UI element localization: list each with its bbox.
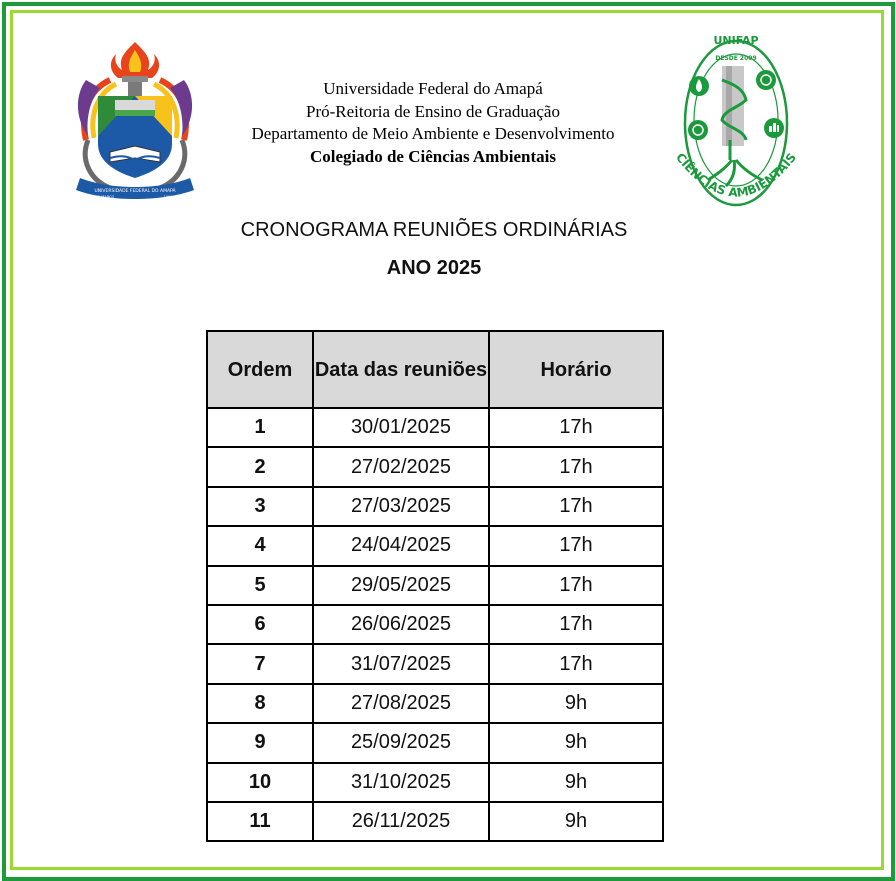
logo-bottom-text: CIÊNCIAS AMBIENTAIS bbox=[672, 150, 800, 200]
cell-data: 31/07/2025 bbox=[313, 644, 489, 683]
table-row bbox=[207, 763, 663, 802]
cell-horario: 17h bbox=[489, 644, 663, 683]
header-ordem: Ordem bbox=[207, 331, 313, 408]
cell-data: 31/10/2025 bbox=[313, 763, 489, 802]
cell-horario: 9h bbox=[489, 763, 663, 802]
logo-unifap-text: UNIFAP bbox=[713, 34, 759, 47]
table-row bbox=[207, 802, 663, 841]
meeting-schedule-table bbox=[206, 330, 664, 842]
cell-ordem: 8 bbox=[207, 684, 313, 723]
cell-ordem: 4 bbox=[207, 526, 313, 565]
crest-date-left: 02 DE MARÇO bbox=[89, 195, 115, 199]
logo-since-text: DESDE 2009 bbox=[715, 55, 757, 62]
crest-ribbon-text: UNIVERSIDADE FEDERAL DO AMAPÁ bbox=[94, 189, 176, 194]
cell-ordem: 1 bbox=[207, 408, 313, 447]
table-row bbox=[207, 644, 663, 683]
cell-data: 30/01/2025 bbox=[313, 408, 489, 447]
cell-data: 26/11/2025 bbox=[313, 802, 489, 841]
header-line-department: Departamento de Meio Ambiente e Desenvolvimento bbox=[251, 124, 615, 144]
cell-horario: 17h bbox=[489, 605, 663, 644]
table-row bbox=[207, 684, 663, 723]
table-row bbox=[207, 605, 663, 644]
cell-horario: 17h bbox=[489, 487, 663, 526]
cell-horario: 9h bbox=[489, 802, 663, 841]
cell-ordem: 7 bbox=[207, 644, 313, 683]
cell-data: 27/08/2025 bbox=[313, 684, 489, 723]
table-row bbox=[207, 487, 663, 526]
table-row bbox=[207, 566, 663, 605]
cell-data: 27/02/2025 bbox=[313, 447, 489, 486]
cell-ordem: 5 bbox=[207, 566, 313, 605]
cell-horario: 17h bbox=[489, 408, 663, 447]
cell-ordem: 11 bbox=[207, 802, 313, 841]
cell-ordem: 3 bbox=[207, 487, 313, 526]
crest-date-right: 1990 bbox=[163, 195, 173, 199]
document-subtitle: ANO 2025 bbox=[386, 257, 482, 279]
header-data: Data das reuniões bbox=[313, 331, 489, 408]
unifap-crest-logo bbox=[70, 40, 200, 202]
cell-data: 26/06/2025 bbox=[313, 605, 489, 644]
cell-horario: 9h bbox=[489, 723, 663, 762]
header-line-collegiate: Colegiado de Ciências Ambientais bbox=[309, 147, 557, 167]
cell-ordem: 9 bbox=[207, 723, 313, 762]
cell-data: 25/09/2025 bbox=[313, 723, 489, 762]
table-row bbox=[207, 723, 663, 762]
table-row bbox=[207, 526, 663, 565]
cell-horario: 17h bbox=[489, 447, 663, 486]
table-row bbox=[207, 447, 663, 486]
cell-data: 29/05/2025 bbox=[313, 566, 489, 605]
table-header-row bbox=[207, 331, 663, 408]
table-row bbox=[207, 408, 663, 447]
cell-horario: 17h bbox=[489, 566, 663, 605]
cell-ordem: 6 bbox=[207, 605, 313, 644]
header-horario: Horário bbox=[489, 331, 663, 408]
cell-horario: 17h bbox=[489, 526, 663, 565]
cell-data: 27/03/2025 bbox=[313, 487, 489, 526]
institution-header bbox=[215, 78, 651, 169]
cell-ordem: 2 bbox=[207, 447, 313, 486]
header-line-university: Universidade Federal do Amapá bbox=[323, 79, 543, 98]
header-line-prorectorate: Pró-Reitoria de Ensino de Graduação bbox=[306, 101, 560, 121]
ciencias-ambientais-logo bbox=[666, 30, 806, 216]
cell-horario: 9h bbox=[489, 684, 663, 723]
cell-ordem: 10 bbox=[207, 763, 313, 802]
cell-data: 24/04/2025 bbox=[313, 526, 489, 565]
document-title: CRONOGRAMA REUNIÕES ORDINÁRIAS bbox=[240, 219, 628, 241]
